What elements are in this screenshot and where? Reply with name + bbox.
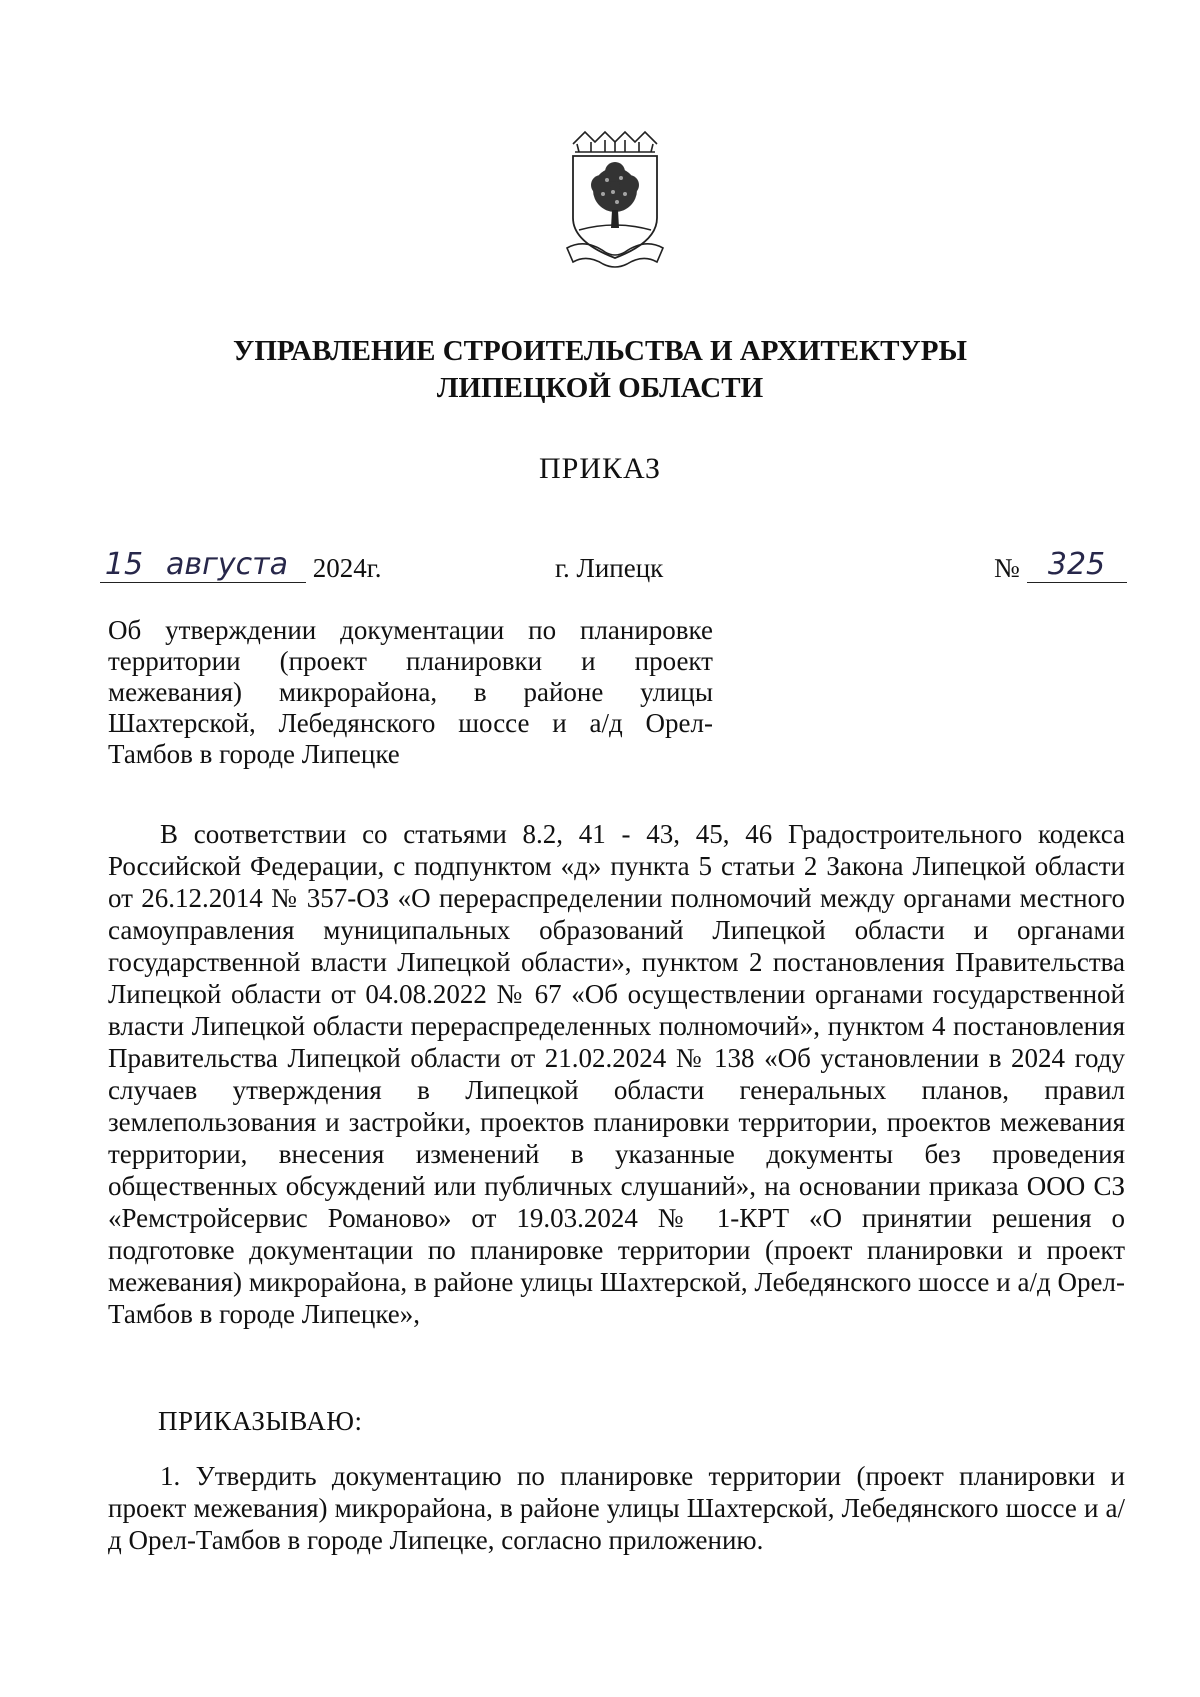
document-type-title: ПРИКАЗ [539, 452, 661, 485]
order-item-1: 1. Утвердить документацию по планировке территории (проект планировки и проект межевания) микрорайона, в районе улицы Шахтерской, Лебедянского шоссе и а/д Орел-Тамбов в городе Липецке, согласно приложению. [108, 1461, 1125, 1555]
number-sign: № [994, 553, 1020, 583]
order-number [994, 548, 1127, 588]
order-word: ПРИКАЗЫВАЮ: [158, 1406, 363, 1436]
date-month-handwritten: августа [166, 547, 288, 582]
date-day-field [100, 548, 148, 583]
coat-of-arms-emblem [565, 130, 665, 280]
preamble-paragraph: В соответствии со статьями 8.2, 41 - 43, 45, 46 Градостроительного кодекса Российской Федерации, с подпунктом «д» пункта 5 статьи 2 Закона Липецкой области от 26.12.2014 № 357-ОЗ «О перераспределении полномочий между органами местного самоуправления муниципальных образований Липецкой области и органами государственной власти Липецкой области», пунктом 2 постановления Правительства Липецкой области от 04.08.2022 № 67 «Об осуществлении органами государственной власти Липецкой области перераспределенных полномочий», пунктом 4 постановления Правительства Липецкой области от 21.02.2024 № 138 «Об установлении в 2024 году случаев утверждения в Липецкой области генеральных планов, правил землепользования и застройки, проектов планировки территории, проектов межевания территории, внесения изменений в указанные документы без проведения общественных обсуждений или публичных слушаний», на основании приказа ООО СЗ «Ремстройсервис Романово» от 19.03.2024 № 1-КРТ «О принятии решения о подготовке документации по планировке территории (проект планировки и проект межевания) микрорайона, в районе улицы Шахтерской, Лебедянского шоссе и а/д Орел-Тамбов в городе Липецке», [108, 819, 1125, 1329]
order-place: г. Липецк [555, 553, 664, 583]
number-field [1027, 548, 1127, 583]
order-date [100, 548, 382, 588]
organization-name-line1: УПРАВЛЕНИЕ СТРОИТЕЛЬСТВА И АРХИТЕКТУРЫ [233, 335, 967, 367]
date-year: 2024г. [312, 553, 382, 583]
date-day-handwritten: 15 [104, 547, 144, 582]
organization-name-line2: ЛИПЕЦКОЙ ОБЛАСТИ [436, 372, 764, 404]
order-subject: Об утверждении документации по планировке территории (проект планировки и проект межевания) микрорайона, в районе улицы Шахтерской, Лебедянского шоссе и а/д Орел-Тамбов в городе Липецке [108, 615, 713, 769]
date-month-field [148, 548, 306, 583]
number-handwritten: 325 [1047, 547, 1106, 582]
